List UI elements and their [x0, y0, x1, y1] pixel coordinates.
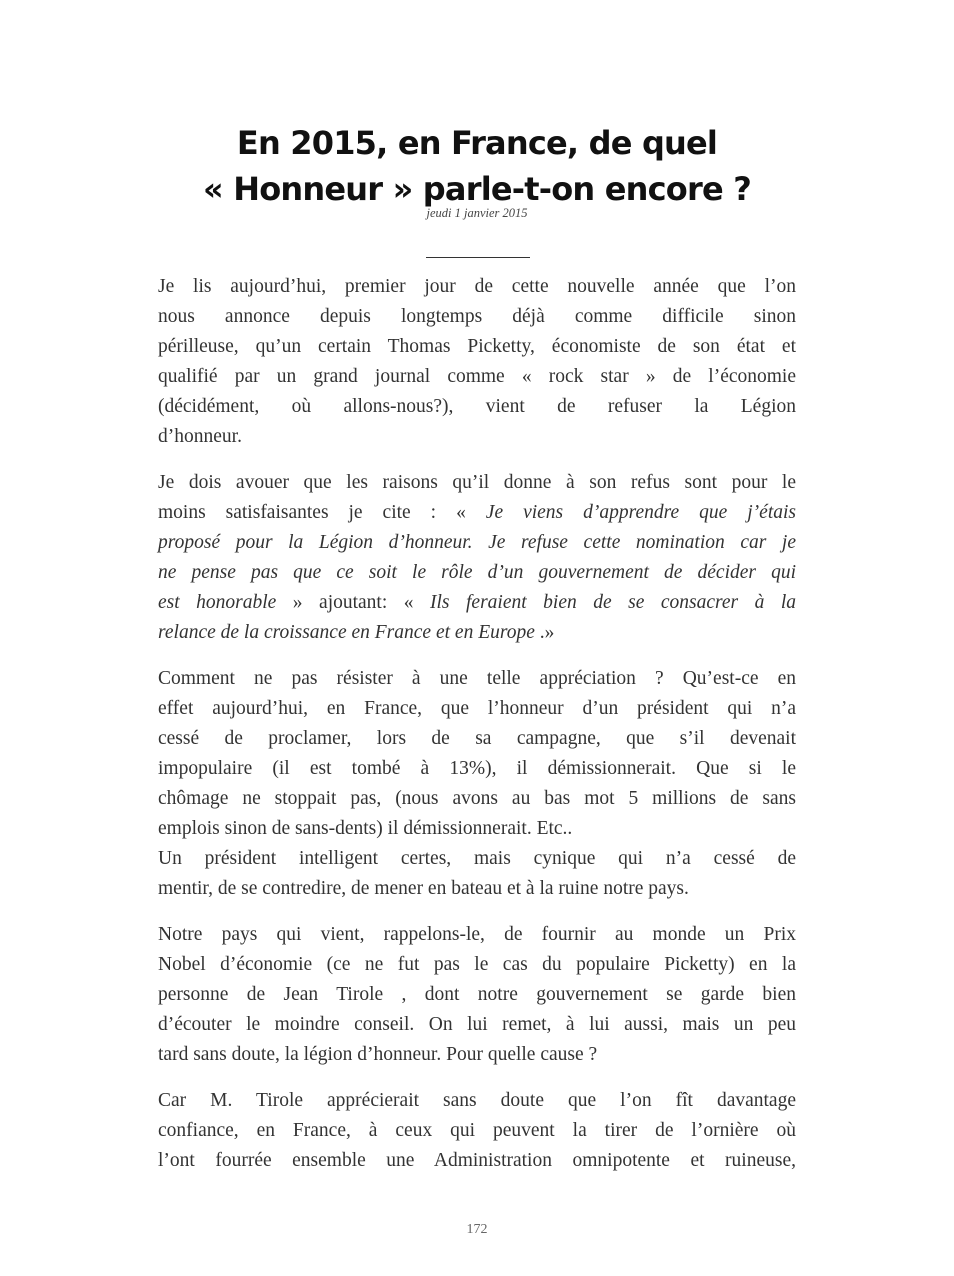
title-line-2: « Honneur » parle-t-on encore ?	[203, 170, 751, 208]
text-line: Un président intelligent certes, mais cynique qui n’a cessé de	[158, 848, 796, 869]
text-line: périlleuse, qu’un certain Thomas Picketty, économiste de son état et	[158, 336, 796, 357]
text-line: d’écouter le moindre conseil. On lui remet, à lui aussi, mais un peu	[158, 1014, 796, 1035]
text-run: .»	[534, 622, 555, 643]
quote-text: Ils feraient bien de se consacrer à la	[430, 592, 796, 613]
paragraph-4	[158, 920, 796, 1070]
text-line: (décidément, où allons-nous?), vient de refuser la Légion	[158, 396, 796, 417]
text-line: Nobel d’économie (ce ne fut pas le cas du populaire Picketty) en la	[158, 954, 796, 975]
text-line: Comment ne pas résister à une telle appréciation ? Qu’est-ce en	[158, 668, 796, 689]
text-line: impopulaire (il est tombé à 13%), il démissionnerait. Que si le	[158, 758, 796, 779]
quote-text: est honorable	[158, 592, 277, 613]
text-line: mentir, de se contredire, de mener en bateau et à la ruine notre pays.	[158, 878, 689, 899]
quote-text: relance de la croissance en France et en Europe	[158, 622, 535, 643]
text-run: Je dois avouer que les raisons qu’il donne à son refus sont pour le	[158, 472, 796, 493]
text-line: cessé de proclamer, lors de sa campagne, que s’il devenait	[158, 728, 796, 749]
text-line	[158, 588, 796, 618]
text-line: qualifié par un grand journal comme « rock star » de l’économie	[158, 366, 796, 387]
quote-text: Je viens d’apprendre que j’étais	[485, 502, 796, 523]
paragraph-3	[158, 664, 796, 904]
divider-rule	[426, 257, 530, 258]
title-line-1: En 2015, en France, de quel	[236, 124, 718, 162]
text-line	[158, 498, 796, 528]
page-number: 172	[466, 1222, 488, 1237]
page-title	[0, 120, 954, 212]
text-line: tard sans doute, la légion d’honneur. Pour quelle cause ?	[158, 1044, 598, 1065]
paragraph-5	[158, 1086, 796, 1176]
paragraph-1	[158, 272, 796, 452]
text-line: d’honneur.	[158, 426, 242, 447]
text-line: nous annonce depuis longtemps déjà comme difficile sinon	[158, 306, 796, 327]
article-body	[158, 272, 796, 1176]
text-line	[158, 468, 796, 498]
text-line	[158, 558, 796, 588]
quote-text: ne pense pas que ce soit le rôle d’un gouvernement de décider qui	[158, 562, 796, 583]
quote-text: proposé pour la Légion d’honneur. Je refuse cette nomination car je	[158, 532, 796, 553]
text-line	[158, 528, 796, 558]
text-run: moins satisfaisantes je cite : «	[158, 502, 486, 523]
text-line: chômage ne stoppait pas, (nous avons au bas mot 5 millions de sans	[158, 788, 796, 809]
text-line: effet aujourd’hui, en France, que l’honneur d’un président qui n’a	[158, 698, 796, 719]
text-line: Je lis aujourd’hui, premier jour de cette nouvelle année que l’on	[158, 276, 796, 297]
text-line: Car M. Tirole apprécierait sans doute que l’on fît davantage	[158, 1090, 796, 1111]
publication-date: jeudi 1 janvier 2015	[426, 206, 528, 220]
paragraph-2	[158, 468, 796, 648]
text-line: emplois sinon de sans-dents) il démissionnerait. Etc..	[158, 818, 573, 839]
text-line: confiance, en France, à ceux qui peuvent la tirer de l’ornière où	[158, 1120, 796, 1141]
text-line: l’ont fourrée ensemble une Administration omnipotente et ruineuse,	[158, 1150, 796, 1171]
text-line: personne de Jean Tirole , dont notre gouvernement se garde bien	[158, 984, 796, 1005]
text-run: » ajoutant: «	[276, 592, 431, 613]
text-line	[158, 618, 796, 648]
text-line: Notre pays qui vient, rappelons-le, de fournir au monde un Prix	[158, 924, 796, 945]
